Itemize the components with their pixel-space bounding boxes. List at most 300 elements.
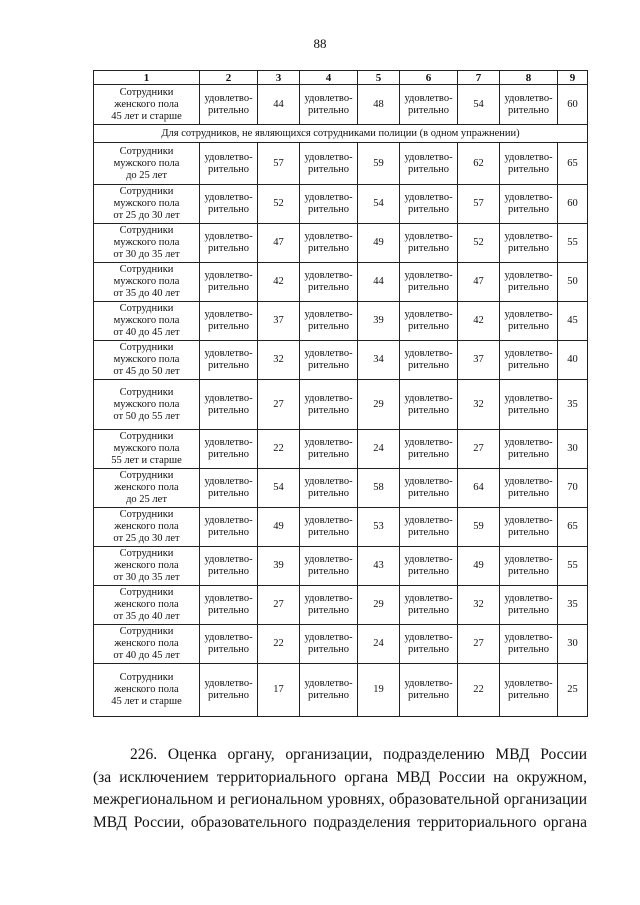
score-cell: 22	[258, 430, 300, 469]
score-cell: 42	[458, 302, 500, 341]
grade-line: удовлетво-	[204, 270, 253, 281]
grade-line: рительно	[207, 644, 249, 655]
grade-line: удовлетво-	[204, 231, 253, 242]
category-line: от 35 до 40 лет	[113, 611, 180, 622]
grade-line: рительно	[207, 282, 249, 293]
grade-cell	[200, 430, 258, 469]
grade-line: рительно	[507, 204, 549, 215]
grade-cell	[400, 341, 458, 380]
grade-line: рительно	[307, 321, 349, 332]
score-cell: 39	[258, 547, 300, 586]
grade-line: удовлетво-	[504, 309, 553, 320]
category-line: Сотрудники	[119, 86, 174, 98]
category-line: Сотрудники	[119, 626, 174, 637]
grade-cell	[400, 469, 458, 508]
table-header-row	[94, 71, 588, 85]
grade-line: рительно	[407, 243, 449, 254]
table-row	[94, 143, 588, 185]
grade-cell	[300, 380, 358, 430]
grade-cell	[500, 341, 558, 380]
category-line: 55 лет и старше	[111, 455, 182, 466]
grade-line: удовлетво-	[304, 348, 353, 359]
grade-line: рительно	[307, 566, 349, 577]
grade-line: удовлетво-	[504, 593, 553, 604]
grade-cell	[400, 586, 458, 625]
score-cell: 55	[558, 224, 588, 263]
grade-line: рительно	[207, 104, 249, 116]
grade-line: удовлетво-	[304, 192, 353, 203]
grade-line: рительно	[307, 204, 349, 215]
grade-line: удовлетво-	[504, 515, 553, 526]
category-cell	[94, 143, 200, 185]
grade-line: удовлетво-	[304, 270, 353, 281]
category-line: от 50 до 55 лет	[113, 410, 180, 422]
standards-table	[93, 70, 588, 717]
category-line: женского пола	[114, 521, 179, 532]
score-cell: 64	[458, 469, 500, 508]
grade-line: удовлетво-	[304, 632, 353, 643]
grade-cell	[400, 302, 458, 341]
grade-cell	[500, 143, 558, 185]
grade-cell	[400, 263, 458, 302]
grade-line: удовлетво-	[204, 593, 253, 604]
score-cell: 27	[258, 586, 300, 625]
grade-line: удовлетво-	[404, 515, 453, 526]
grade-line: рительно	[207, 204, 249, 215]
grade-line: рительно	[307, 360, 349, 371]
grade-line: удовлетво-	[504, 192, 553, 203]
grade-cell	[500, 224, 558, 263]
grade-line: удовлетво-	[404, 192, 453, 203]
grade-line: рительно	[307, 243, 349, 254]
category-cell	[94, 263, 200, 302]
score-cell: 40	[558, 341, 588, 380]
score-cell: 44	[258, 85, 300, 125]
grade-line: рительно	[407, 690, 449, 701]
grade-line: удовлетво-	[204, 392, 253, 404]
category-line: от 40 до 45 лет	[113, 650, 180, 661]
grade-line: удовлетво-	[204, 476, 253, 487]
grade-line: удовлетво-	[304, 593, 353, 604]
table-row	[94, 586, 588, 625]
grade-cell	[400, 430, 458, 469]
grade-cell	[500, 508, 558, 547]
paragraph-line: (за исключением территориального органа МВД России на окружном,	[93, 768, 587, 786]
score-cell: 54	[258, 469, 300, 508]
grade-line: удовлетво-	[204, 632, 253, 643]
grade-line: удовлетво-	[504, 476, 553, 487]
score-cell: 32	[258, 341, 300, 380]
grade-line: рительно	[507, 488, 549, 499]
grade-cell	[400, 185, 458, 224]
grade-cell	[400, 625, 458, 664]
paragraph-line: 226. Оценка органу, организации, подразделению МВД России	[130, 746, 587, 763]
grade-line: удовлетво-	[404, 92, 453, 104]
grade-cell	[300, 586, 358, 625]
table-body	[94, 85, 588, 717]
grade-line: рительно	[407, 404, 449, 416]
score-cell: 55	[558, 547, 588, 586]
grade-line: рительно	[407, 488, 449, 499]
category-line: Сотрудники	[119, 264, 174, 275]
grade-cell	[200, 547, 258, 586]
category-cell	[94, 85, 200, 125]
grade-line: рительно	[307, 404, 349, 416]
category-cell	[94, 664, 200, 717]
grade-line: удовлетво-	[404, 476, 453, 487]
grade-line: удовлетво-	[304, 309, 353, 320]
score-cell: 25	[558, 664, 588, 717]
score-cell: 60	[558, 185, 588, 224]
grade-line: удовлетво-	[204, 515, 253, 526]
grade-line: рительно	[507, 321, 549, 332]
grade-line: рительно	[507, 282, 549, 293]
grade-line: рительно	[307, 488, 349, 499]
score-cell: 54	[458, 85, 500, 125]
grade-line: рительно	[507, 243, 549, 254]
grade-line: удовлетво-	[504, 92, 553, 104]
grade-line: удовлетво-	[404, 151, 453, 163]
grade-cell	[500, 380, 558, 430]
section-row	[94, 125, 588, 143]
grade-line: рительно	[507, 163, 549, 175]
grade-line: рительно	[307, 163, 349, 175]
column-header: 5	[358, 71, 400, 85]
grade-cell	[300, 302, 358, 341]
score-cell: 29	[358, 380, 400, 430]
score-cell: 43	[358, 547, 400, 586]
score-cell: 24	[358, 625, 400, 664]
category-line: женского пола	[114, 684, 179, 695]
grade-line: удовлетво-	[304, 476, 353, 487]
score-cell: 47	[258, 224, 300, 263]
grade-line: удовлетво-	[204, 348, 253, 359]
grade-cell	[200, 302, 258, 341]
grade-line: удовлетво-	[404, 348, 453, 359]
score-cell: 39	[358, 302, 400, 341]
grade-line: рительно	[507, 644, 549, 655]
grade-line: удовлетво-	[404, 678, 453, 689]
grade-line: удовлетво-	[304, 392, 353, 404]
grade-cell	[400, 224, 458, 263]
category-line: мужского пола	[113, 157, 180, 169]
grade-line: рительно	[307, 449, 349, 460]
paragraph-line: межрегиональном и региональном уровнях, образовательной организации	[93, 791, 587, 808]
grade-line: рительно	[207, 566, 249, 577]
category-line: Сотрудники	[119, 145, 174, 157]
score-cell: 62	[458, 143, 500, 185]
grade-line: рительно	[407, 566, 449, 577]
score-cell: 22	[258, 625, 300, 664]
grade-cell	[200, 143, 258, 185]
grade-cell	[500, 430, 558, 469]
grade-cell	[500, 85, 558, 125]
category-cell	[94, 341, 200, 380]
category-line: от 30 до 35 лет	[113, 249, 180, 260]
table-row	[94, 85, 588, 125]
paragraph-line: МВД России, образовательного подразделения территориального органа	[93, 813, 587, 831]
grade-line: рительно	[407, 644, 449, 655]
grade-line: рительно	[207, 690, 249, 701]
score-cell: 37	[258, 302, 300, 341]
grade-cell	[200, 224, 258, 263]
score-cell: 24	[358, 430, 400, 469]
grade-cell	[500, 625, 558, 664]
grade-cell	[500, 302, 558, 341]
grade-cell	[200, 586, 258, 625]
grade-line: удовлетво-	[404, 593, 453, 604]
grade-cell	[300, 664, 358, 717]
category-line: от 35 до 40 лет	[113, 288, 180, 299]
score-cell: 57	[458, 185, 500, 224]
table-row	[94, 224, 588, 263]
grade-line: удовлетво-	[504, 348, 553, 359]
category-line: мужского пола	[113, 276, 180, 287]
grade-line: удовлетво-	[304, 554, 353, 565]
category-line: 45 лет и старше	[111, 696, 182, 707]
table-row	[94, 625, 588, 664]
grade-cell	[200, 625, 258, 664]
grade-line: удовлетво-	[204, 92, 253, 104]
grade-cell	[200, 380, 258, 430]
paragraph-226	[93, 744, 587, 834]
grade-line: рительно	[207, 404, 249, 416]
grade-line: удовлетво-	[204, 554, 253, 565]
column-header: 2	[200, 71, 258, 85]
column-header: 7	[458, 71, 500, 85]
grade-cell	[300, 185, 358, 224]
grade-line: рительно	[407, 282, 449, 293]
score-cell: 27	[258, 380, 300, 430]
grade-line: рительно	[307, 690, 349, 701]
column-header: 1	[94, 71, 200, 85]
category-line: от 25 до 30 лет	[113, 210, 180, 221]
category-line: до 25 лет	[126, 494, 167, 505]
grade-line: рительно	[407, 204, 449, 215]
score-cell: 17	[258, 664, 300, 717]
category-line: Сотрудники	[119, 548, 174, 559]
grade-line: удовлетво-	[504, 392, 553, 404]
score-cell: 60	[558, 85, 588, 125]
score-cell: 65	[558, 143, 588, 185]
grade-line: рительно	[207, 449, 249, 460]
grade-cell	[400, 143, 458, 185]
grade-line: рительно	[507, 527, 549, 538]
score-cell: 35	[558, 380, 588, 430]
grade-line: удовлетво-	[204, 309, 253, 320]
grade-cell	[300, 508, 358, 547]
category-line: мужского пола	[113, 237, 180, 248]
table-row	[94, 508, 588, 547]
grade-line: удовлетво-	[504, 270, 553, 281]
category-line: женского пола	[114, 638, 179, 649]
score-cell: 42	[258, 263, 300, 302]
grade-cell	[400, 508, 458, 547]
category-line: Сотрудники	[119, 672, 174, 683]
grade-line: удовлетво-	[404, 554, 453, 565]
score-cell: 35	[558, 586, 588, 625]
category-cell	[94, 625, 200, 664]
score-cell: 47	[458, 263, 500, 302]
category-cell	[94, 547, 200, 586]
grade-cell	[200, 263, 258, 302]
grade-line: удовлетво-	[204, 678, 253, 689]
score-cell: 45	[558, 302, 588, 341]
category-cell	[94, 586, 200, 625]
grade-line: удовлетво-	[504, 554, 553, 565]
grade-line: удовлетво-	[304, 92, 353, 104]
category-line: женского пола	[114, 560, 179, 571]
grade-cell	[200, 85, 258, 125]
grade-cell	[500, 586, 558, 625]
grade-line: рительно	[207, 527, 249, 538]
grade-line: удовлетво-	[504, 231, 553, 242]
category-line: Сотрудники	[119, 386, 174, 398]
category-cell	[94, 380, 200, 430]
grade-line: рительно	[407, 605, 449, 616]
category-line: мужского пола	[113, 443, 180, 454]
table-row	[94, 547, 588, 586]
grade-line: рительно	[307, 527, 349, 538]
category-line: женского пола	[114, 482, 179, 493]
grade-line: рительно	[507, 404, 549, 416]
table-row	[94, 664, 588, 717]
grade-line: рительно	[207, 163, 249, 175]
score-cell: 49	[258, 508, 300, 547]
grade-line: удовлетво-	[404, 437, 453, 448]
category-line: мужского пола	[113, 315, 180, 326]
category-line: от 30 до 35 лет	[113, 572, 180, 583]
grade-cell	[500, 547, 558, 586]
score-cell: 54	[358, 185, 400, 224]
grade-cell	[300, 224, 358, 263]
grade-cell	[500, 664, 558, 717]
grade-line: рительно	[207, 321, 249, 332]
category-line: Сотрудники	[119, 342, 174, 353]
category-line: мужского пола	[113, 354, 180, 365]
score-cell: 30	[558, 625, 588, 664]
grade-cell	[500, 469, 558, 508]
category-cell	[94, 224, 200, 263]
column-header: 8	[500, 71, 558, 85]
grade-line: удовлетво-	[404, 392, 453, 404]
table-row	[94, 469, 588, 508]
grade-cell	[200, 341, 258, 380]
grade-line: удовлетво-	[404, 632, 453, 643]
category-line: от 45 до 50 лет	[113, 366, 180, 377]
category-line: мужского пола	[113, 198, 180, 209]
grade-line: удовлетво-	[304, 437, 353, 448]
table-row	[94, 430, 588, 469]
grade-line: рительно	[207, 488, 249, 499]
section-title: Для сотрудников, не являющихся сотрудниками полиции (в одном упражнении)	[94, 125, 588, 143]
grade-cell	[300, 625, 358, 664]
grade-cell	[300, 341, 358, 380]
score-cell: 59	[458, 508, 500, 547]
score-cell: 49	[358, 224, 400, 263]
grade-cell	[200, 508, 258, 547]
score-cell: 57	[258, 143, 300, 185]
grade-cell	[300, 263, 358, 302]
grade-cell	[300, 143, 358, 185]
grade-cell	[500, 185, 558, 224]
category-cell	[94, 185, 200, 224]
column-header: 6	[400, 71, 458, 85]
category-cell	[94, 508, 200, 547]
grade-cell	[400, 547, 458, 586]
category-line: Сотрудники	[119, 470, 174, 481]
grade-line: удовлетво-	[504, 437, 553, 448]
grade-cell	[200, 664, 258, 717]
score-cell: 32	[458, 380, 500, 430]
grade-line: удовлетво-	[304, 231, 353, 242]
grade-line: удовлетво-	[304, 151, 353, 163]
table-row	[94, 380, 588, 430]
grade-line: рительно	[407, 527, 449, 538]
grade-cell	[400, 664, 458, 717]
grade-line: рительно	[207, 605, 249, 616]
category-line: от 40 до 45 лет	[113, 327, 180, 338]
score-cell: 30	[558, 430, 588, 469]
score-cell: 37	[458, 341, 500, 380]
grade-line: рительно	[307, 282, 349, 293]
grade-line: рительно	[507, 449, 549, 460]
category-line: Сотрудники	[119, 303, 174, 314]
column-header: 9	[558, 71, 588, 85]
score-cell: 53	[358, 508, 400, 547]
grade-line: удовлетво-	[204, 437, 253, 448]
grade-line: рительно	[407, 104, 449, 116]
score-cell: 34	[358, 341, 400, 380]
grade-line: рительно	[407, 449, 449, 460]
grade-line: рительно	[507, 566, 549, 577]
column-header: 3	[258, 71, 300, 85]
category-line: до 25 лет	[126, 169, 167, 181]
grade-line: удовлетво-	[404, 231, 453, 242]
grade-line: рительно	[507, 605, 549, 616]
grade-cell	[300, 469, 358, 508]
page-number: 88	[313, 36, 327, 51]
grade-line: рительно	[207, 360, 249, 371]
category-line: Сотрудники	[119, 186, 174, 197]
score-cell: 58	[358, 469, 400, 508]
grade-line: удовлетво-	[404, 270, 453, 281]
grade-line: удовлетво-	[504, 151, 553, 163]
grade-line: рительно	[307, 644, 349, 655]
grade-cell	[300, 430, 358, 469]
score-cell: 27	[458, 625, 500, 664]
category-cell	[94, 469, 200, 508]
grade-line: рительно	[507, 690, 549, 701]
category-line: 45 лет и старше	[111, 110, 182, 122]
grade-line: удовлетво-	[304, 678, 353, 689]
grade-line: рительно	[507, 104, 549, 116]
category-line: Сотрудники	[119, 509, 174, 520]
grade-cell	[400, 380, 458, 430]
table-row	[94, 263, 588, 302]
grade-cell	[300, 547, 358, 586]
score-cell: 65	[558, 508, 588, 547]
grade-line: удовлетво-	[504, 678, 553, 689]
category-line: женского пола	[114, 599, 179, 610]
grade-line: удовлетво-	[204, 151, 253, 163]
grade-line: удовлетво-	[504, 632, 553, 643]
grade-line: рительно	[407, 360, 449, 371]
score-cell: 22	[458, 664, 500, 717]
table-row	[94, 341, 588, 380]
grade-line: рительно	[407, 321, 449, 332]
grade-cell	[500, 263, 558, 302]
